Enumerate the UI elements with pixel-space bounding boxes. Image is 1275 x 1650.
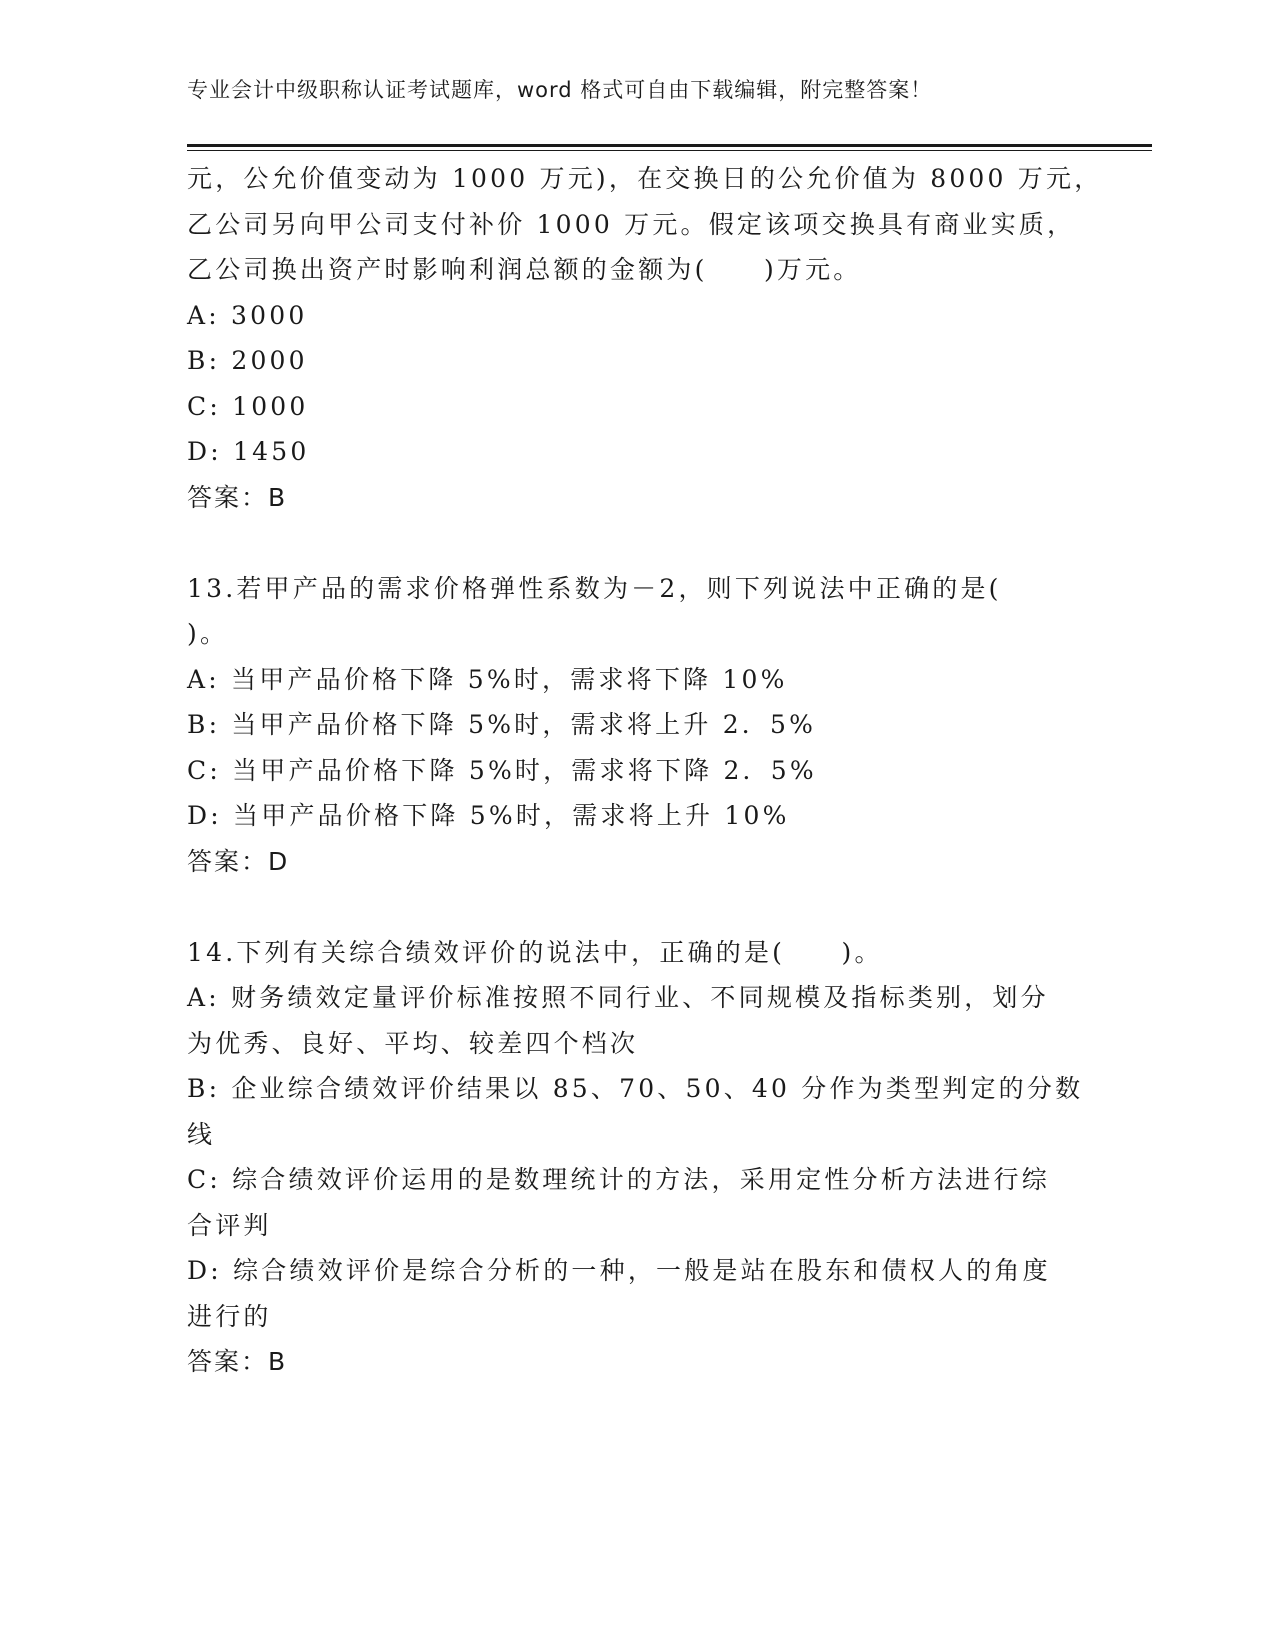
- question-12: [187, 156, 1103, 520]
- question-13-option-a: A: 当甲产品价格下降 5%时，需求将下降 10%: [187, 664, 788, 694]
- question-13-text-line-2: )。: [187, 619, 229, 648]
- question-12-option-a: A: 3000: [187, 300, 308, 330]
- question-14-answer: 答案：B: [187, 1347, 288, 1376]
- question-14-option-d-line-1: D: 综合绩效评价是综合分析的一种，一般是站在股东和债权人的角度: [187, 1256, 1051, 1285]
- header-rule-thick: [187, 144, 1152, 147]
- question-12-answer: 答案：B: [187, 482, 288, 512]
- question-14-option-b-line-1: B: 企业综合绩效评价结果以 85、70、50、40 分作为类型判定的分数: [187, 1074, 1084, 1103]
- question-12-option-d: D: 1450: [187, 437, 310, 466]
- spacer: [187, 520, 1087, 566]
- question-14-text-line-1: 14.下列有关综合绩效评价的说法中，正确的是( )。: [187, 937, 883, 967]
- spacer: [187, 884, 1087, 930]
- question-13: [187, 566, 1087, 885]
- question-14-option-c-line-1: C: 综合绩效评价运用的是数理统计的方法，采用定性分析方法进行综: [187, 1165, 1050, 1194]
- question-14-option-b-line-2: 线: [187, 1119, 216, 1149]
- question-13-option-c: C: 当甲产品价格下降 5%时，需求将下降 2．5%: [187, 755, 817, 785]
- question-14-option-a-line-2: 为优秀、良好、平均、较差四个档次: [187, 1028, 639, 1058]
- document-body: [187, 156, 1103, 1385]
- question-12-text-line-3: 乙公司换出资产时影响利润总额的金额为( )万元。: [187, 255, 862, 284]
- question-12-text-line-2: 乙公司另向甲公司支付补价 1000 万元。假定该项交换具有商业实质，: [187, 209, 1076, 239]
- question-14-option-a-line-1: A: 财务绩效定量评价标准按照不同行业、不同规模及指标类别，划分: [187, 983, 1049, 1012]
- header-rule-thin: [187, 150, 1152, 151]
- question-12-option-c: C: 1000: [187, 391, 309, 421]
- question-12-text-line-1: 元，公允价值变动为 1000 万元)，在交换日的公允价值为 8000 万元，: [187, 164, 1103, 193]
- question-14-option-c-line-2: 合评判: [187, 1210, 272, 1240]
- question-14-option-d-line-2: 进行的: [187, 1301, 272, 1331]
- question-14: [187, 930, 1087, 1385]
- page-header: 专业会计中级职称认证考试题库，word 格式可自由下载编辑，附完整答案！: [187, 78, 933, 102]
- question-13-text-line-1: 13.若甲产品的需求价格弹性系数为－2，则下列说法中正确的是(: [187, 573, 1002, 603]
- question-13-option-d: D: 当甲产品价格下降 5%时，需求将上升 10%: [187, 801, 790, 830]
- question-13-answer: 答案：D: [187, 846, 290, 876]
- question-12-option-b: B: 2000: [187, 346, 308, 375]
- question-13-option-b: B: 当甲产品价格下降 5%时，需求将上升 2．5%: [187, 710, 817, 739]
